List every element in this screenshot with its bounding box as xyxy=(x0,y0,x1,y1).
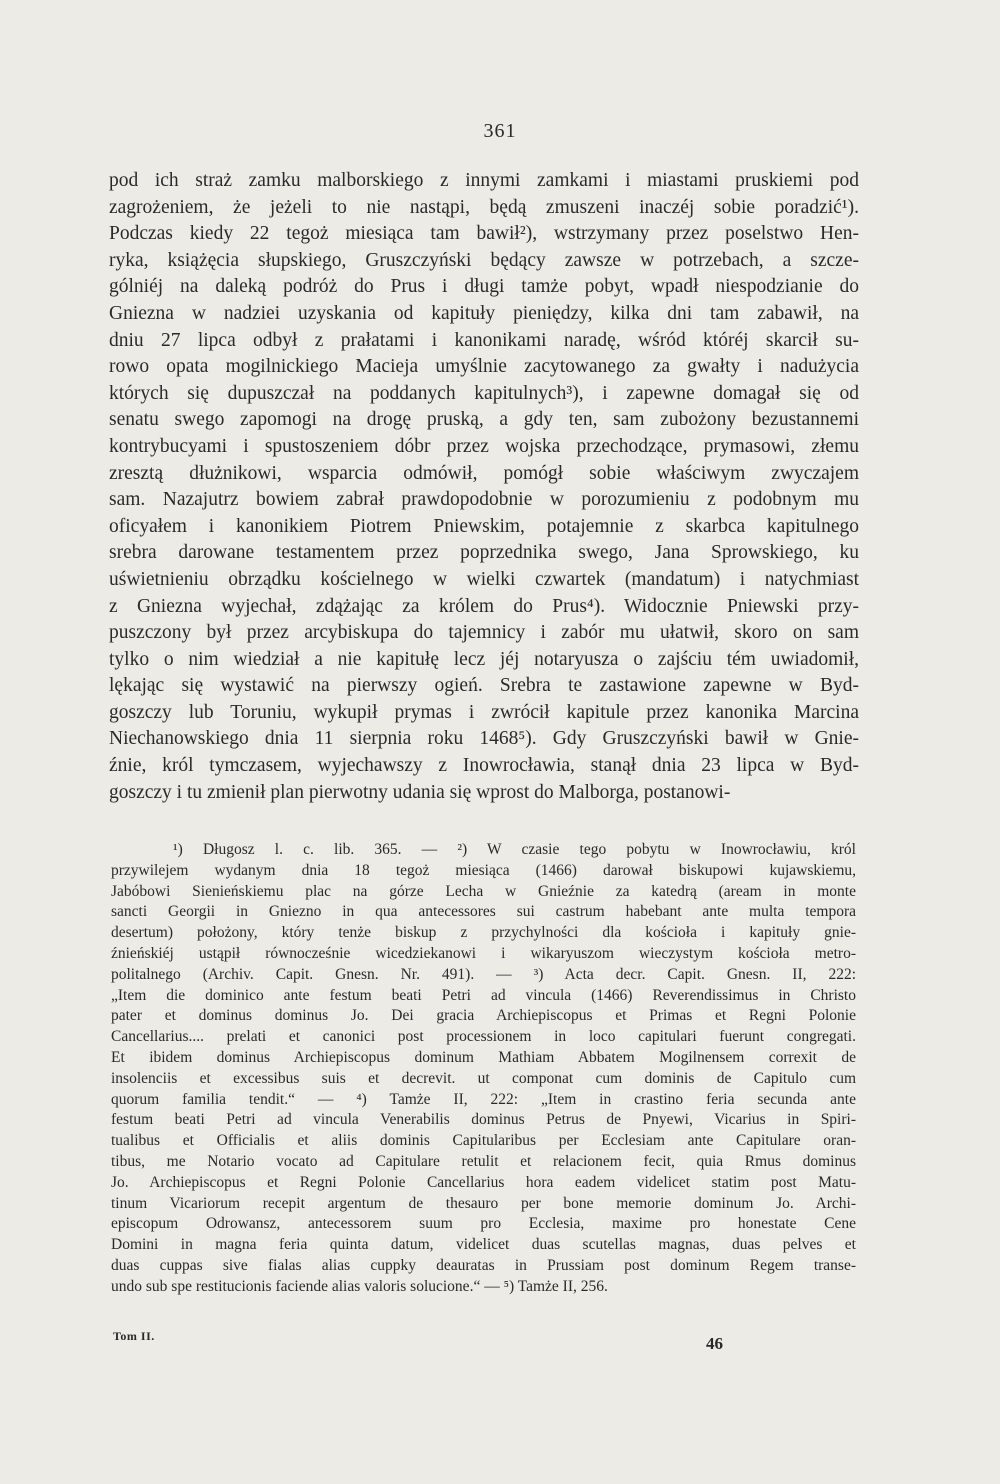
body-line: których się dupuszczał na poddanych kapitulnych³), i zapewne domagał się od xyxy=(109,382,859,404)
footnote-line: Jabóbowi Sienieńskiemu plac na górze Lecha w Gnieźnie za katedrą (aream in monte xyxy=(111,882,856,900)
footnote-line: festum beati Petri ad vincula Venerabilis dominus Petrus de Pnyewi, Vicarius in Spiri- xyxy=(111,1111,856,1129)
footnote-line: desertum) położony, który tenże biskup z przychylności dla kościoła i kapituły gnie- xyxy=(111,924,856,942)
footnote-line: pater et dominus dominus Jo. Dei gracia Archiepiscopus et Primas et Regni Polonie xyxy=(111,1007,856,1025)
body-line: kontrybucyami i spustoszeniem dóbr przez wojska przechodzące, prymasowi, złemu xyxy=(109,435,859,457)
body-line: senatu swego zapomogi na drogę pruską, a gdy ten, sam zubożony bezustannemi xyxy=(109,409,859,431)
sheet-number: 46 xyxy=(706,1334,723,1353)
body-line: z Gniezna wyjechał, zdążając za królem do Prus⁴). Widocznie Pniewski przy- xyxy=(109,595,859,617)
body-line: lękając się wystawić na pierwszy ogień. Srebra te zastawione zapewne w Byd- xyxy=(109,675,859,697)
footnote-line: episcopum Odrowansz, antecessorem suum pro Ecclesia, maxime pro honestate Cene xyxy=(111,1215,856,1233)
body-line: goszczy lub Toruniu, wykupił prymas i zwrócił kapitule przez kanonika Marcina xyxy=(109,701,859,723)
footnote-line: „Item die dominico ante festum beati Petri ad vincula (1466) Reverendissimus in Christo xyxy=(111,986,856,1004)
footnote-line: duas cuppas sive fialas alias cuppky deauratas in Prussiam post dominum Regem transe- xyxy=(111,1256,856,1274)
footnotes xyxy=(111,840,856,1298)
footnote-line: przywilejem wydanym dnia 18 tegoż miesiąca (1466) darował biskupowi kujawskiemu, xyxy=(111,861,856,879)
body-line: dniu 27 lipca odbył z prałatami i kanonikami naradę, wśród któréj skarcił su- xyxy=(109,329,859,351)
body-line: goszczy i tu zmienił plan pierwotny udania się wprost do Malborga, postanowi- xyxy=(109,781,731,803)
signature-mark: Tom II. xyxy=(113,1329,155,1343)
body-line: Niechanowskiego dnia 11 sierpnia roku 1468⁵). Gdy Gruszczyński bawił w Gnie- xyxy=(109,728,859,750)
body-line: Podczas kiedy 22 tegoż miesiąca tam bawił²), wstrzymany przez poselstwo Hen- xyxy=(109,223,859,245)
body-line: zagrożeniem, że jeżeli to nie nastąpi, będą zmuszeni inaczéj sobie poradzić¹). xyxy=(109,196,859,218)
footnote-line: Domini in magna feria quinta datum, videlicet duas scutellas magnas, duas pelves et xyxy=(111,1236,856,1254)
body-line: gólniéj na daleką podróż do Prus i długi tamże pobyt, wpadł niespodzianie do xyxy=(109,276,859,298)
body-line: Gniezna w nadziei uzyskania od kapituły pieniędzy, kilka dni tam zabawił, na xyxy=(109,302,859,324)
body-line: uświetnieniu obrządku kościelnego w wielki czwartek (mandatum) i natychmiast xyxy=(109,568,859,590)
footnote-line: politalnego (Archiv. Capit. Gnesn. Nr. 491). — ³) Acta decr. Capit. Gnesn. II, 222: xyxy=(111,965,856,983)
footnote-line: tualibus et Officialis et aliis dominis Capitularibus per Ecclesiam ante Capitulare oran- xyxy=(111,1132,856,1150)
body-line: źnie, król tymczasem, wyjechawszy z Inowrocławia, stanął dnia 23 lipca w Byd- xyxy=(109,755,859,777)
footnote-line: undo sub spe restitucionis faciende alias valoris solucione.“ — ⁵) Tamże II, 256. xyxy=(111,1277,608,1295)
page-number: 361 xyxy=(483,120,517,142)
footnote-line: ¹) Długosz l. c. lib. 365. — ²) W czasie tego pobytu w Inowrocławiu, król xyxy=(173,841,856,858)
footnote-line: sancti Georgii in Gniezno in qua antecessores sui castrum habebant ante multa tempora xyxy=(111,903,856,921)
footnote-line: insolenciis et excessibus suis et decrevit. ut componat cum dominis de Capitulo cum xyxy=(111,1069,856,1087)
body-line: zresztą dłużnikowi, wsparcia odmówił, pomógł sobie właściwym zwyczajem xyxy=(109,462,859,484)
footnote-line: tinum Vicariorum recepit argentum de thesauro per bone memorie dominum Jo. Archi- xyxy=(111,1194,856,1212)
body-line: pod ich straż zamku malborskiego z innymi zamkami i miastami pruskiemi pod xyxy=(109,170,859,191)
body-line: sam. Nazajutrz bowiem zabrał prawdopodobnie w porozumieniu z podobnym mu xyxy=(109,489,859,511)
body-text xyxy=(109,168,859,806)
footnote-line: Et ibidem dominus Archiepiscopus dominum Mathiam Abbatem Mogilnensem correxit de xyxy=(111,1048,856,1066)
body-line: tylko o nim wiedział a nie kapitułę lecz jéj notaryusza o zajściu tém uwiadomił, xyxy=(109,648,859,670)
footnote-line: Jo. Archiepiscopus et Regni Polonie Cancellarius hora eadem videlicet statim post Matu- xyxy=(111,1173,856,1191)
body-line: puszczony był przez arcybiskupa do tajemnicy i zabór mu ułatwił, skoro on sam xyxy=(109,622,859,644)
body-line: oficyałem i kanonikiem Piotrem Pniewskim, potajemnie z skarbca kapitulnego xyxy=(109,515,859,537)
footnote-line: źnieńskiéj ustąpił równocześnie wicedziekanowi i wikaryuszom wieczystym kościoła metro- xyxy=(111,944,856,962)
body-line: ryka, książęcia słupskiego, Gruszczyński będący zawsze w potrzebach, a szcze- xyxy=(109,249,859,271)
footnote-line: Cancellarius.... prelati et canonici post processionem in loco capitulari fuerunt congregati. xyxy=(111,1028,856,1046)
footnote-line: tibus, me Notario vocato ad Capitulare retulit et relacionem fecit, quia Rmus dominus xyxy=(111,1152,856,1170)
footnote-line: quorum familia tendit.“ — ⁴) Tamże II, 222: „Item in crastino feria secunda ante xyxy=(111,1090,856,1108)
body-line: srebra darowane testamentem przez poprzednika swego, Jana Sprowskiego, ku xyxy=(109,542,859,564)
body-line: rowo opata mogilnickiego Macieja umyślnie zacytowanego za gwałty i nadużycia xyxy=(109,356,859,378)
